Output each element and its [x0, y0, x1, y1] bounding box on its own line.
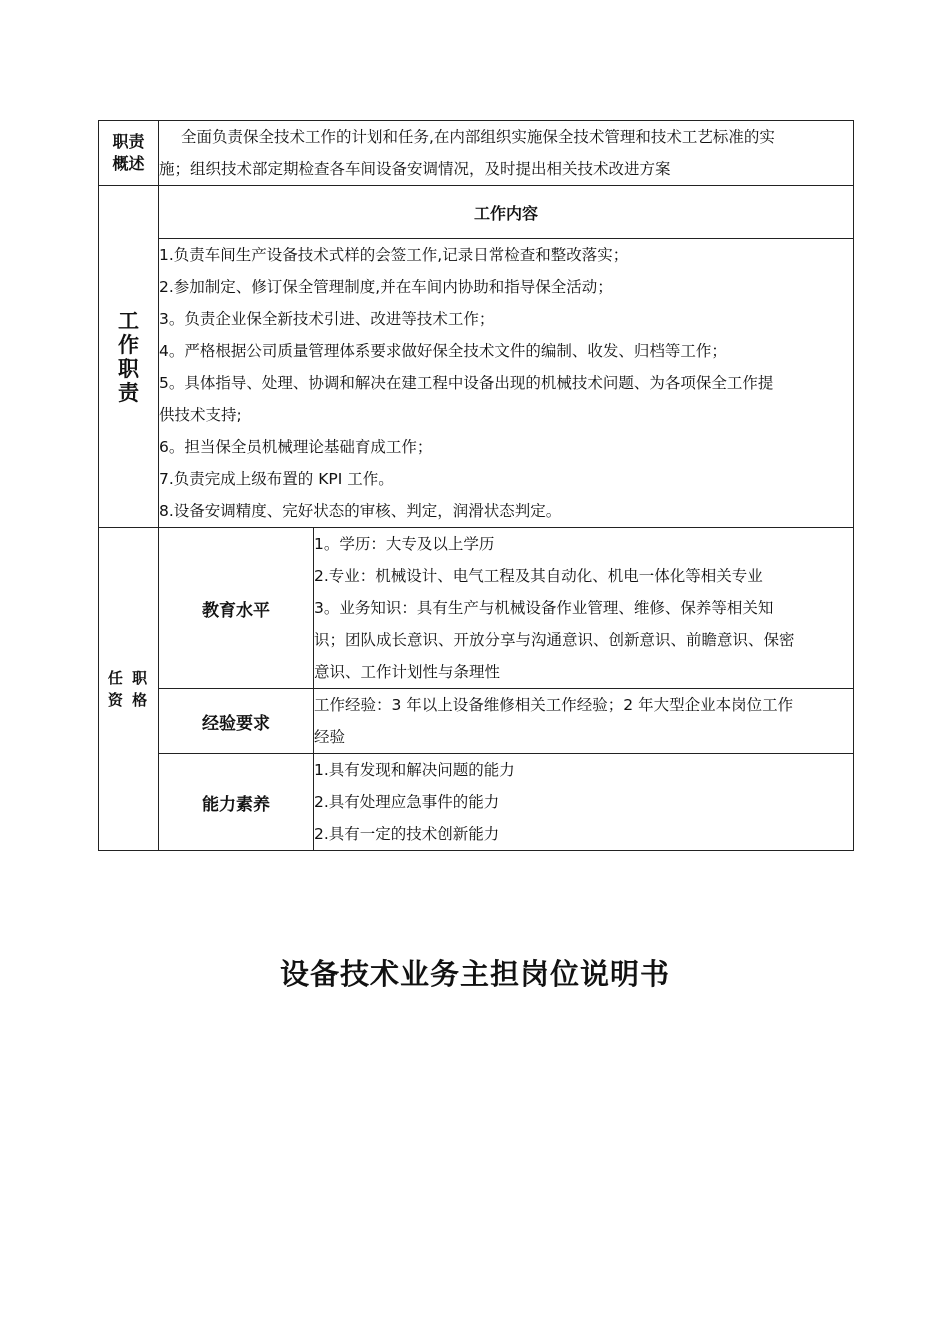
duties-header-row	[99, 186, 854, 239]
experience-label: 经验要求	[159, 689, 314, 754]
ability-content	[314, 754, 854, 851]
duties-content-row	[99, 239, 854, 528]
document-title: 设备技术业务主担岗位说明书	[279, 957, 670, 991]
experience-line: 工作经验：3 年以上设备维修相关工作经验；2 年大型企业本岗位工作	[314, 696, 794, 714]
job-summary-text	[159, 121, 854, 186]
ability-row	[99, 754, 854, 851]
duties-label-char: 责	[118, 380, 139, 405]
ability-label: 能力素养	[159, 754, 314, 851]
job-summary-line: 施；组织技术部定期检查各车间设备安调情况，及时提出相关技术改进方案	[159, 160, 671, 178]
duty-item: 6。担当保全员机械理论基础育成工作；	[159, 438, 433, 456]
duty-item: 供技术支持;	[159, 406, 242, 424]
education-line: 3。业务知识：具有生产与机械设备作业管理、维修、保养等相关知	[314, 599, 774, 617]
education-line: 1。学历：大专及以上学历	[314, 535, 495, 553]
job-description-table	[98, 120, 854, 851]
duty-item: 7.负责完成上级布置的 KPI 工作。	[159, 470, 394, 488]
experience-content	[314, 689, 854, 754]
education-line: 意识、工作计划性与条理性	[314, 663, 501, 681]
ability-line: 2.具有处理应急事件的能力	[314, 793, 500, 811]
job-summary-label	[99, 121, 159, 186]
qualifications-label	[99, 528, 159, 851]
job-summary-label-line: 概述	[112, 154, 145, 173]
work-content-header: 工作内容	[159, 186, 854, 239]
duty-item: 3。负责企业保全新技术引进、改进等技术工作；	[159, 310, 495, 328]
duty-item: 1.负责车间生产设备技术式样的会签工作,记录日常检查和整改落实；	[159, 246, 629, 264]
job-summary-row	[99, 121, 854, 186]
job-summary-label-line: 职责	[112, 132, 145, 151]
qualifications-label-line: 资 格	[107, 691, 150, 709]
duty-item: 5。具体指导、处理、协调和解决在建工程中设备出现的机械技术问题、为各项保全工作提	[159, 374, 774, 392]
ability-line: 2.具有一定的技术创新能力	[314, 825, 500, 843]
duties-label	[99, 186, 159, 528]
ability-line: 1.具有发现和解决问题的能力	[314, 761, 515, 779]
duties-list	[159, 239, 854, 528]
duties-label-char: 职	[118, 356, 139, 381]
job-summary-line: 全面负责保全技术工作的计划和任务,在内部组织实施保全技术管理和技术工艺标准的实	[181, 128, 775, 146]
experience-row	[99, 689, 854, 754]
education-label: 教育水平	[159, 528, 314, 689]
education-line: 识；团队成长意识、开放分享与沟通意识、创新意识、前瞻意识、保密	[314, 631, 795, 649]
experience-line: 经验	[314, 728, 346, 746]
duty-item: 4。严格根据公司质量管理体系要求做好保全技术文件的编制、收发、归档等工作；	[159, 342, 727, 360]
duties-label-char: 工	[118, 308, 139, 333]
education-line: 2.专业：机械设计、电气工程及其自动化、机电一体化等相关专业	[314, 567, 763, 585]
duty-item: 8.设备安调精度、完好状态的审核、判定，润滑状态判定。	[159, 502, 562, 520]
duties-label-char: 作	[118, 332, 139, 357]
duty-item: 2.参加制定、修订保全管理制度,并在车间内协助和指导保全活动；	[159, 278, 613, 296]
education-row	[99, 528, 854, 689]
education-content	[314, 528, 854, 689]
qualifications-label-line: 任 职	[107, 669, 150, 687]
